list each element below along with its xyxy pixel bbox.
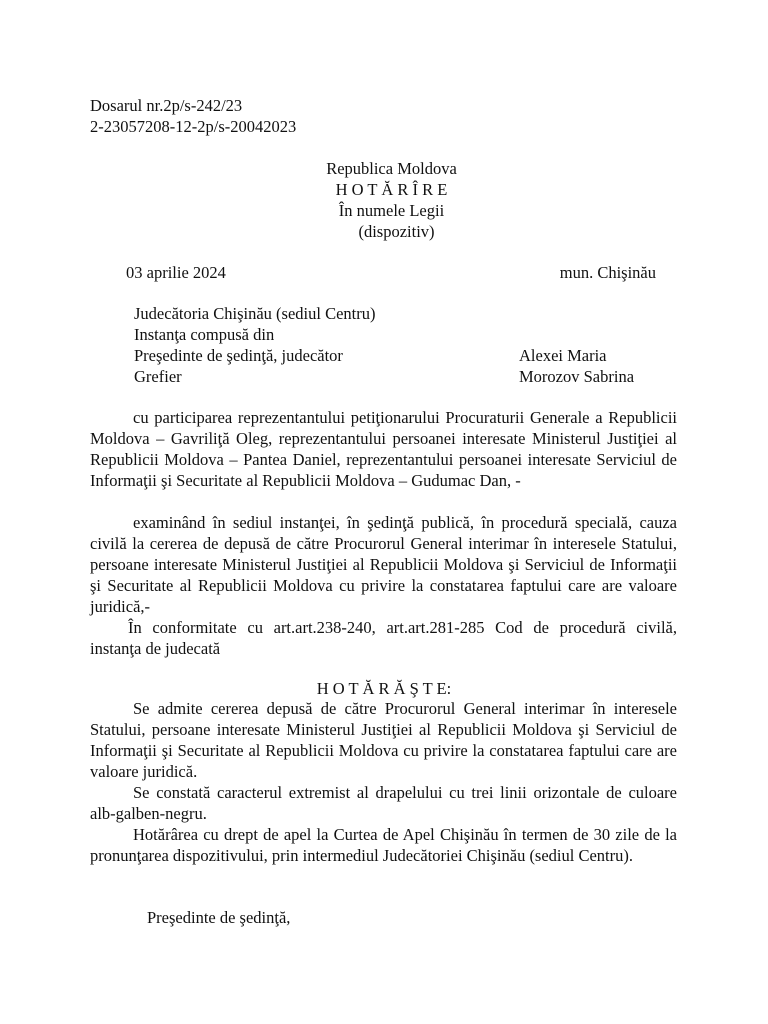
in-name-of-law: În numele Legii bbox=[338, 201, 445, 220]
participation-paragraph: cu participarea reprezentantului petiţionarului Procuraturii Generale a Republicii Moldova – Gavriliţă Oleg, reprezentantului persoanei interesate Ministerul Justiţiei al Republicii Moldova – Pantea Daniel, reprezentantului persoanei interesate Serviciul de Informaţii şi Securitate al Republicii Moldova – Gudumac Dan, - bbox=[90, 408, 677, 490]
court-name: Judecătoria Chişinău (sediul Centru) bbox=[134, 304, 376, 323]
clerk-label: Grefier bbox=[134, 367, 182, 386]
document-subtitle: (dispozitiv) bbox=[358, 222, 435, 241]
document-place: mun. Chişinău bbox=[559, 263, 656, 282]
case-number: Dosarul nr.2p/s-242/23 bbox=[90, 96, 243, 115]
finding-paragraph: Se constată caracterul extremist al drapelului cu trei linii orizontale de culoare alb-galben-negru. bbox=[90, 783, 677, 823]
case-id: 2-23057208-12-2p/s-20042023 bbox=[90, 117, 297, 136]
judge-label: Preşedinte de şedinţă, judecător bbox=[134, 346, 343, 365]
appeal-paragraph: Hotărârea cu drept de apel la Curtea de Apel Chişinău în termen de 30 zile de la pronunţarea dispozitivului, prin intermediul Judecătoriei Chişinău (sediul Centru). bbox=[90, 825, 677, 865]
document-type: H O T Ă R Î R E bbox=[335, 180, 448, 199]
signature-label: Preşedinte de şedinţă, bbox=[147, 908, 291, 927]
document-date: 03 aprilie 2024 bbox=[126, 263, 226, 282]
admit-paragraph: Se admite cererea depusă de către Procurorul General interimar în interesele Statului, persoane interesate Ministerul Justiţiei al Republicii Moldova şi Serviciul de Informaţii şi Securitate al Republicii Moldova cu privire la constatarea faptului care are valoare juridică. bbox=[90, 699, 677, 781]
country-name: Republica Moldova bbox=[326, 159, 457, 178]
conformity-paragraph: În conformitate cu art.art.238-240, art.art.281-285 Cod de procedură civilă, instanţa de judecată bbox=[90, 618, 677, 658]
examining-paragraph: examinând în sediul instanţei, în şedinţă publică, în procedură specială, cauza civilă la cererea de depusă de către Procurorul General interimar în interesele Statului, persoane interesate Ministerul Justiţiei al Republicii Moldova şi Serviciul de Informaţii şi Securitate al Republicii Moldova cu privire la constatarea faptului care are valoare juridică,- bbox=[90, 513, 677, 616]
court-composition: Instanţa compusă din bbox=[134, 325, 275, 344]
judge-name: Alexei Maria bbox=[519, 346, 607, 365]
decision-heading: H O T Ă R Ă Ş T E: bbox=[316, 679, 452, 698]
clerk-name: Morozov Sabrina bbox=[519, 367, 635, 386]
